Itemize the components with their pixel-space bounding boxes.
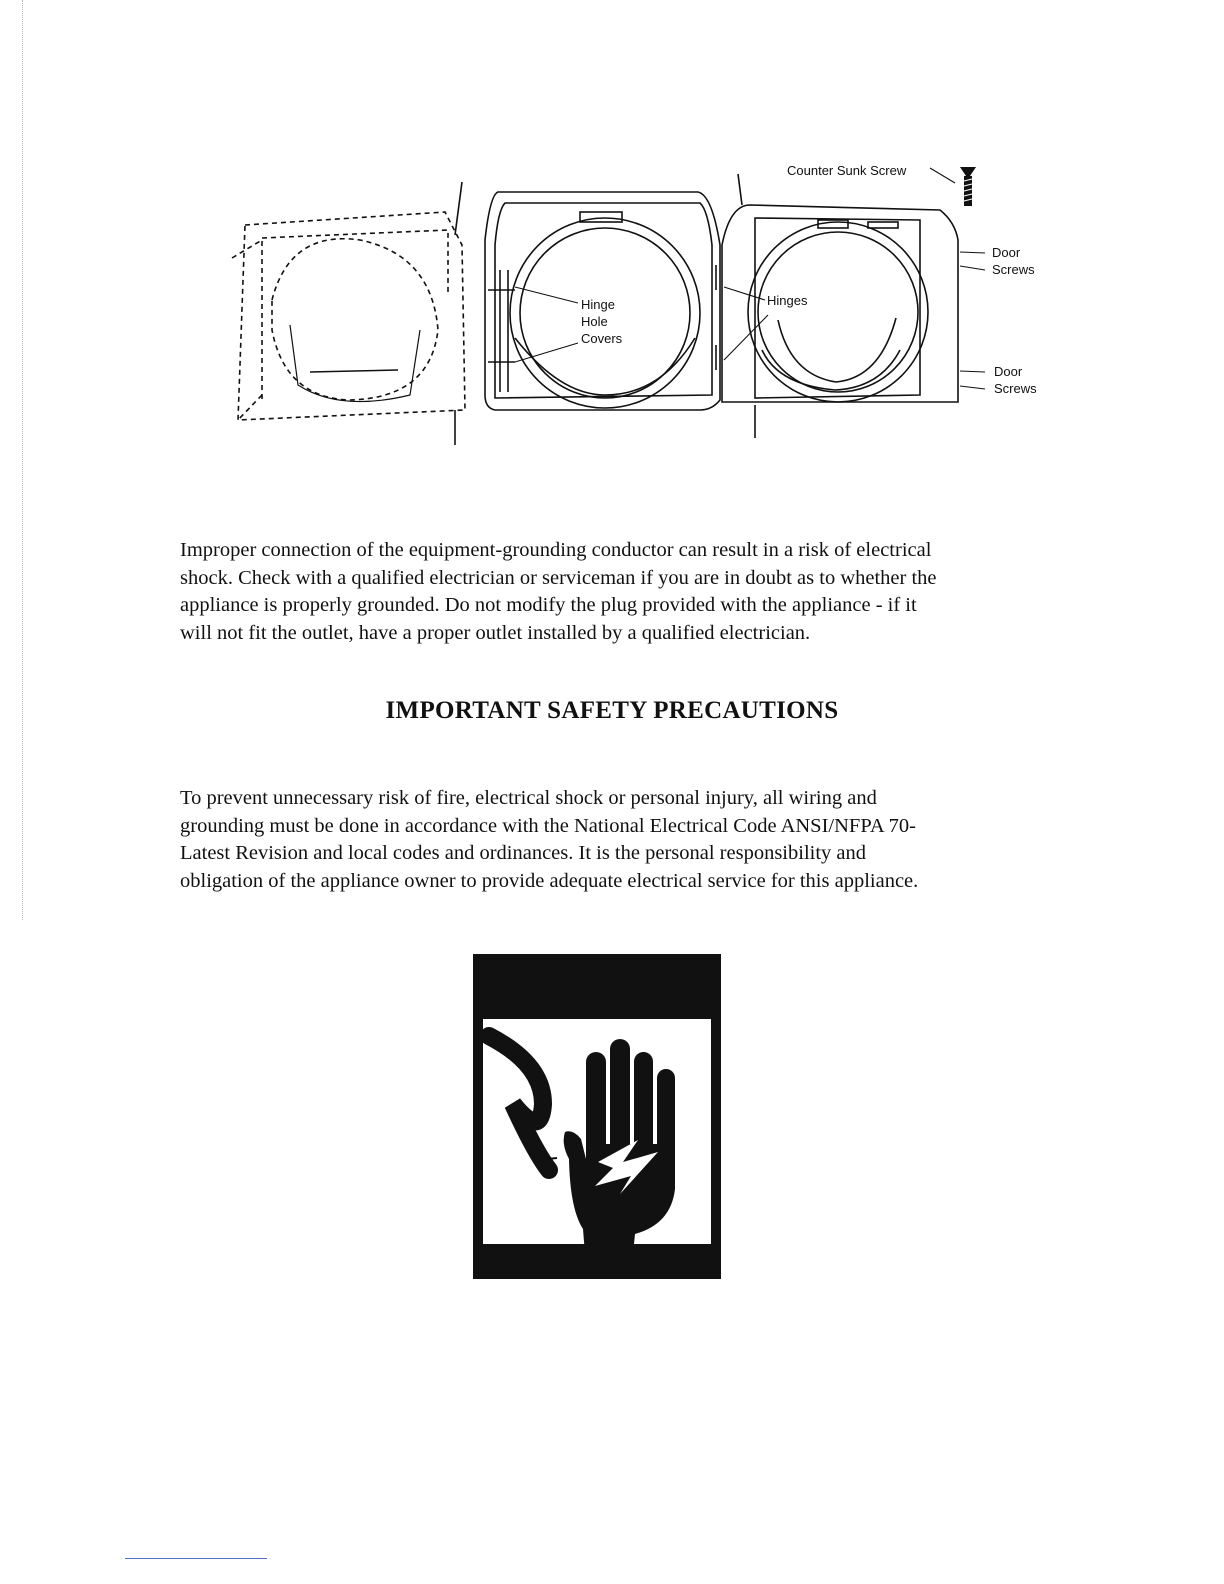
door-screws-top-label: Door Screws [992,245,1035,277]
paragraph-line: will not fit the outlet, have a proper outlet installed by a qualified electrician. [180,621,811,644]
counter-sunk-screw-icon [960,167,976,206]
hinges-label: Hinges [767,293,808,308]
counter-sunk-screw-label: Counter Sunk Screw [787,163,907,178]
paragraph-line: Improper connection of the equipment-grounding conductor can result in a risk of electrical [180,539,932,561]
paragraph-line: appliance is properly grounded. Do not modify the plug provided with the appliance - if it [180,594,917,616]
footnote-rule [125,1558,267,1559]
paragraph-line: To prevent unnecessary risk of fire, electrical shock or personal injury, all wiring and [180,787,877,809]
paragraph-line: Latest Revision and local codes and ordinances. It is the personal responsibility and [180,842,867,864]
right-door-outline [722,205,958,402]
door-reversal-diagram [0,0,1224,470]
section-heading: IMPORTANT SAFETY PRECAUTIONS [385,697,839,724]
paragraph-line: obligation of the appliance owner to provide adequate electrical service for this appliance. [180,869,919,892]
door-diagram-drawing [0,0,1224,470]
leader-lines [515,168,985,389]
electrical-shock-warning-symbol [473,954,721,1279]
paragraph-line: grounding must be done in accordance with the National Electrical Code ANSI/NFPA 70- [180,814,916,837]
grounding-warning-paragraph [180,537,1120,647]
safety-precautions-paragraph [180,785,1120,895]
hinge-hole-covers-label: Hinge Hole Covers [581,297,623,346]
door-screws-bottom-label: Door Screws [994,364,1037,396]
electrical-shock-hazard-icon [473,954,721,1279]
removed-door-outline [232,212,465,420]
paragraph-line: shock. Check with a qualified electrician or serviceman if you are in doubt as to whether the [180,566,937,589]
